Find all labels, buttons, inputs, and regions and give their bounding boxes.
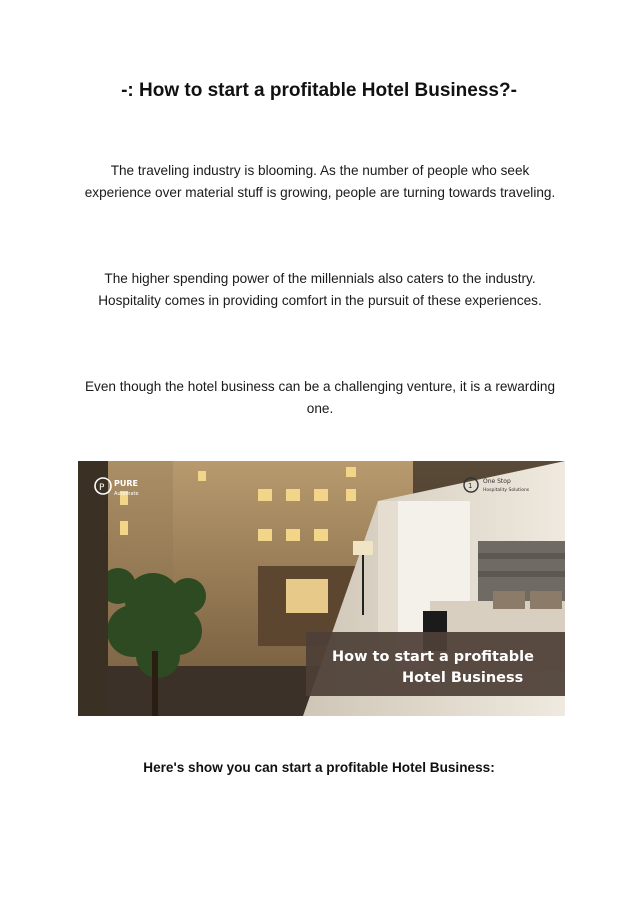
banner-caption-line2: Hotel Business <box>402 670 524 686</box>
banner-caption-line1: How to start a profitable <box>332 649 534 665</box>
left-logo-line1: PURE <box>114 479 138 488</box>
intro-paragraph-2: The higher spending power of the millennials also caters to the industry. Hospitality comes in providing comfort in the pursuit of these experiences. <box>98 271 542 308</box>
hotel-banner-image <box>78 461 565 716</box>
right-logo-line1: One Stop <box>483 478 511 485</box>
left-logo-line2: Automate <box>114 491 139 497</box>
svg-text:P: P <box>99 483 105 493</box>
svg-text:1: 1 <box>468 482 473 490</box>
right-logo-line2: Hospitality Solutions <box>483 488 530 493</box>
section-subheading: Here's show you can start a profitable Hotel Business: <box>143 760 495 775</box>
intro-paragraph-1: The traveling industry is blooming. As the number of people who seek experience over material stuff is growing, people are turning towards traveling. <box>84 163 556 200</box>
page-title: -: How to start a profitable Hotel Business?- <box>121 80 517 101</box>
intro-paragraph-3: Even though the hotel business can be a challenging venture, it is a rewarding one. <box>84 379 556 416</box>
